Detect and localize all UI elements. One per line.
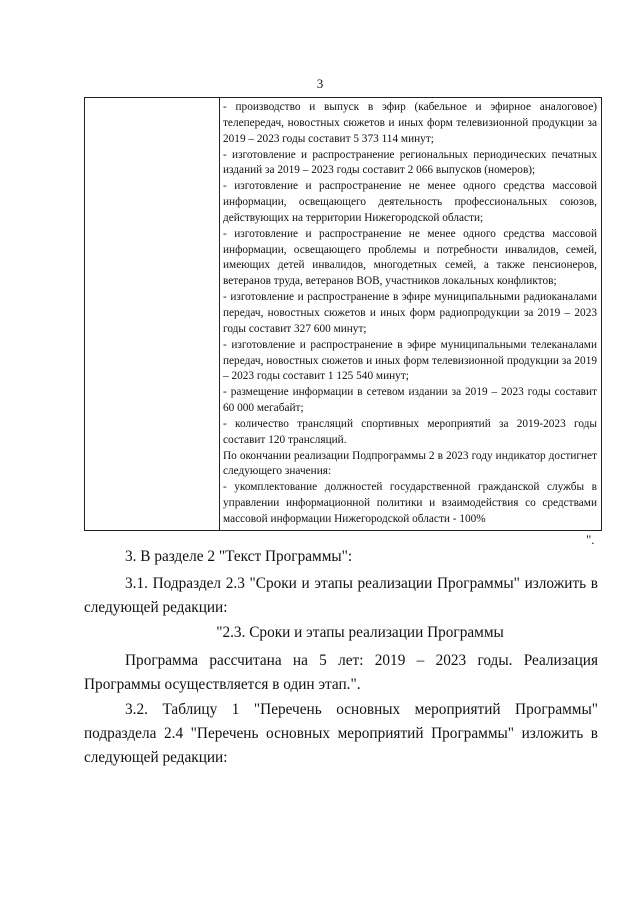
table-paragraph: По окончании реализации Подпрограммы 2 в 2023 году индикатор достигнет следующего значения: [223,449,597,478]
table-paragraph: - укомплектование должностей государственной гражданской службы в управлении информационной политики и взаимодействия со средствами массовой информации Нижегородской области - 100% [223,481,597,525]
table-paragraph: - производство и выпуск в эфир (кабельное и эфирное аналоговое) телепередач, новостных сюжетов и иных форм телевизионной продукции за 2019 – 2023 годы составит 5 373 114 минут; [223,101,597,145]
table-left-column [85,98,220,530]
item-3-1 [84,572,598,620]
section-3-text: 3. В разделе 2 "Текст Программы": [125,548,353,565]
table-paragraph: - изготовление и распространение не менее одного средства массовой информации, освещающего деятельность профессиональных союзов, действующих на территории Нижегородской области; [223,180,597,224]
section-3-heading [84,545,598,569]
program-text-body: Программа рассчитана на 5 лет: 2019 – 2023 годы. Реализация Программы осуществляется в один этап.". [84,652,598,693]
table-paragraph: - изготовление и распространение в эфире муниципальными телеканалами передач, новостных сюжетов и иных форм телевизионной продукции за 2019 – 2023 годы составит 1 125 540 минут; [223,338,597,383]
subsection-title [84,621,598,645]
table-paragraph: - размещение информации в сетевом издании за 2019 – 2023 годы составит 60 000 мегабайт; [223,386,597,415]
table-paragraph: - количество трансляций спортивных мероприятий за 2019-2023 годы составит 120 трансляций. [223,417,597,446]
item-3-2-text: 3.2. Таблицу 1 "Перечень основных мероприятий Программы" подраздела 2.4 "Перечень основных мероприятий Программы" изложить в следующей редакции: [84,701,598,766]
item-3-1-text: 3.1. Подраздел 2.3 "Сроки и этапы реализации Программы" изложить в следующей редакции: [84,575,598,616]
indicators-table [84,97,602,531]
table-paragraph: - изготовление и распространение не менее одного средства массовой информации, освещающего проблемы и потребности инвалидов, семей, имеющих детей инвалидов, многодетных семей, а также пенсионеров, ветеранов труда, ветеранов ВОВ, участников локальных конфликтов; [223,227,597,288]
closing-quote: ". [586,532,595,547]
page-number: 3 [316,76,324,91]
table-right-column [220,98,601,530]
program-text [84,649,598,697]
subsection-title-text: "2.3. Сроки и этапы реализации Программы [216,624,504,641]
table-paragraph: - изготовление и распространение в эфире муниципальными радиоканалами передач, новостных сюжетов и иных форм радиопродукции за 2019 – 2023 годы составит 327 600 минут; [223,291,597,335]
table-paragraph: - изготовление и распространение региональных периодических печатных изданий за 2019 – 2023 годы составит 2 066 выпусков (номеров); [223,148,597,177]
item-3-2 [84,698,598,770]
